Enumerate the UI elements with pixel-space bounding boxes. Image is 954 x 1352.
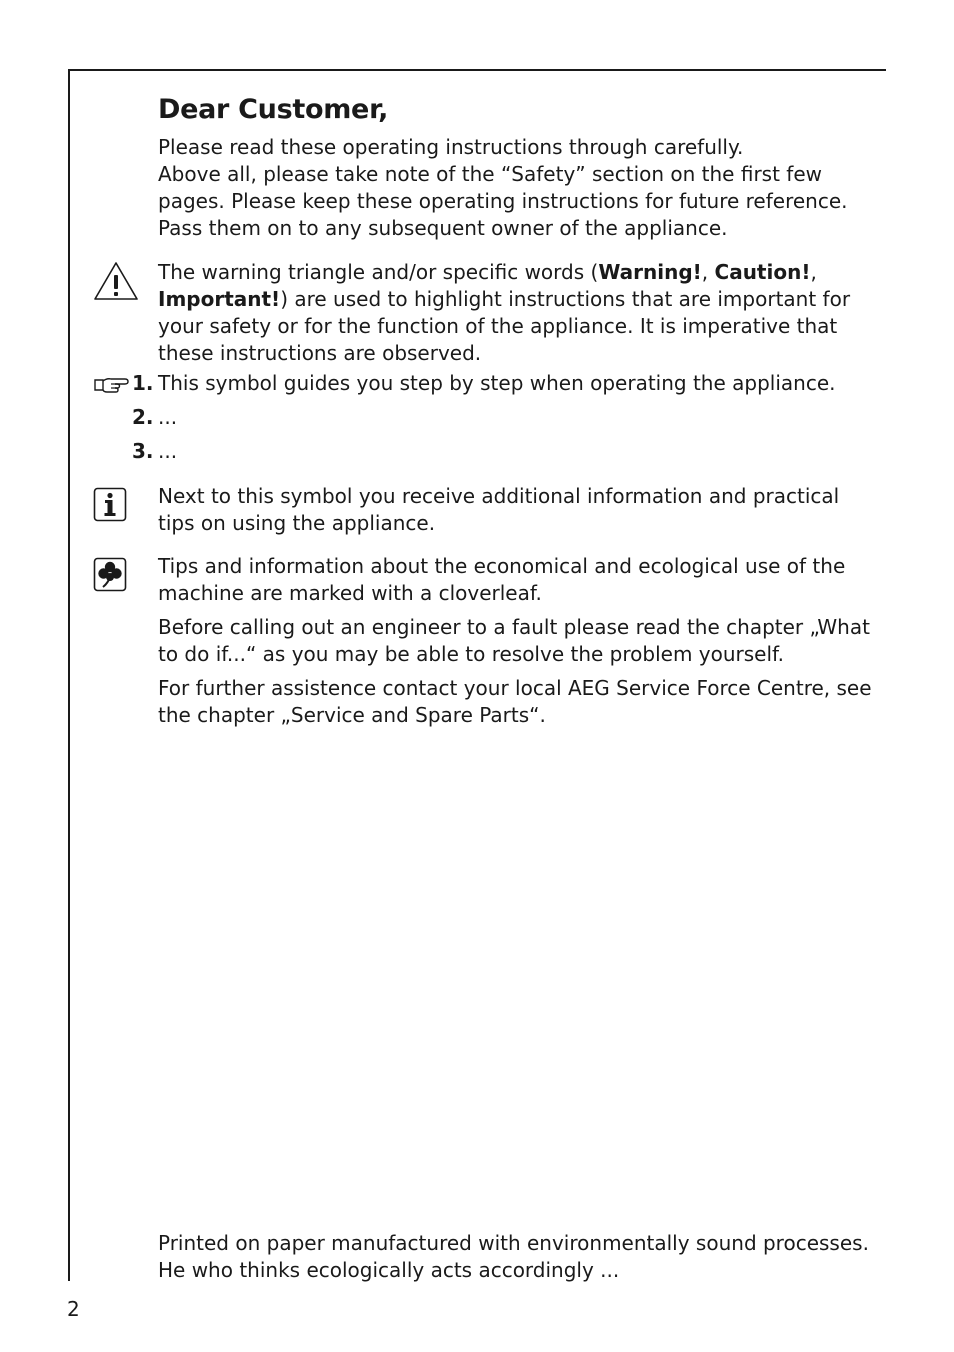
footer-line: He who thinks ecologically acts accordingly ... bbox=[158, 1258, 620, 1282]
eco-line: machine are marked with a cloverleaf. bbox=[158, 581, 542, 605]
intro-line: pages. Please keep these operating instructions for future reference. bbox=[158, 189, 848, 213]
engineer-line: Before calling out an engineer to a fault please read the chapter „What bbox=[158, 615, 870, 639]
assistance-line: the chapter „Service and Spare Parts“. bbox=[158, 703, 546, 727]
warning-line bbox=[158, 286, 858, 313]
warning-line: your safety or for the function of the appliance. It is imperative that bbox=[158, 314, 838, 338]
separator: , bbox=[810, 260, 817, 284]
step-text: This symbol guides you step by step when operating the appliance. bbox=[158, 371, 836, 395]
info-paragraph bbox=[158, 483, 858, 537]
pointing-hand-icon bbox=[93, 374, 129, 394]
step-number: 3. bbox=[132, 439, 154, 463]
footer-line: Printed on paper manufactured with environmentally sound processes. bbox=[158, 1231, 869, 1255]
cloverleaf-icon bbox=[93, 557, 127, 592]
intro-line: Above all, please take note of the “Safety” section on the first few bbox=[158, 162, 822, 186]
keyword-warning: Warning! bbox=[598, 260, 702, 284]
keyword-caution: Caution! bbox=[714, 260, 811, 284]
step-number: 1. bbox=[132, 371, 154, 395]
footer-note bbox=[158, 1230, 869, 1284]
intro-line: Pass them on to any subsequent owner of the appliance. bbox=[158, 216, 728, 240]
assistance-paragraph bbox=[158, 675, 872, 729]
step-text: ... bbox=[158, 405, 178, 429]
step-number: 2. bbox=[132, 405, 154, 429]
page-title: Dear Customer, bbox=[158, 94, 389, 125]
intro-line: Please read these operating instructions through carefully. bbox=[158, 135, 744, 159]
warning-line: these instructions are observed. bbox=[158, 341, 482, 365]
warning-triangle-icon bbox=[93, 261, 139, 301]
eco-line: Tips and information about the economical and ecological use of the bbox=[158, 554, 846, 578]
separator: , bbox=[701, 260, 715, 284]
step-text: ... bbox=[158, 439, 178, 463]
page-number: 2 bbox=[67, 1297, 80, 1321]
info-i-icon bbox=[93, 487, 127, 522]
info-line: tips on using the appliance. bbox=[158, 511, 436, 535]
intro-paragraph bbox=[158, 134, 858, 242]
engineer-paragraph bbox=[158, 614, 870, 668]
engineer-line: to do if...“ as you may be able to resolve the problem yourself. bbox=[158, 642, 784, 666]
left-margin-rule bbox=[68, 69, 70, 1281]
eco-paragraph bbox=[158, 553, 858, 607]
warning-paragraph bbox=[158, 259, 858, 367]
warning-text: The warning triangle and/or specific words ( bbox=[158, 260, 599, 284]
keyword-important: Important! bbox=[158, 287, 281, 311]
assistance-line: For further assistence contact your local AEG Service Force Centre, see bbox=[158, 676, 872, 700]
warning-line bbox=[158, 259, 858, 286]
top-rule bbox=[68, 69, 886, 71]
info-line: Next to this symbol you receive additional information and practical bbox=[158, 484, 840, 508]
warning-text: ) are used to highlight instructions that are important for bbox=[280, 287, 851, 311]
